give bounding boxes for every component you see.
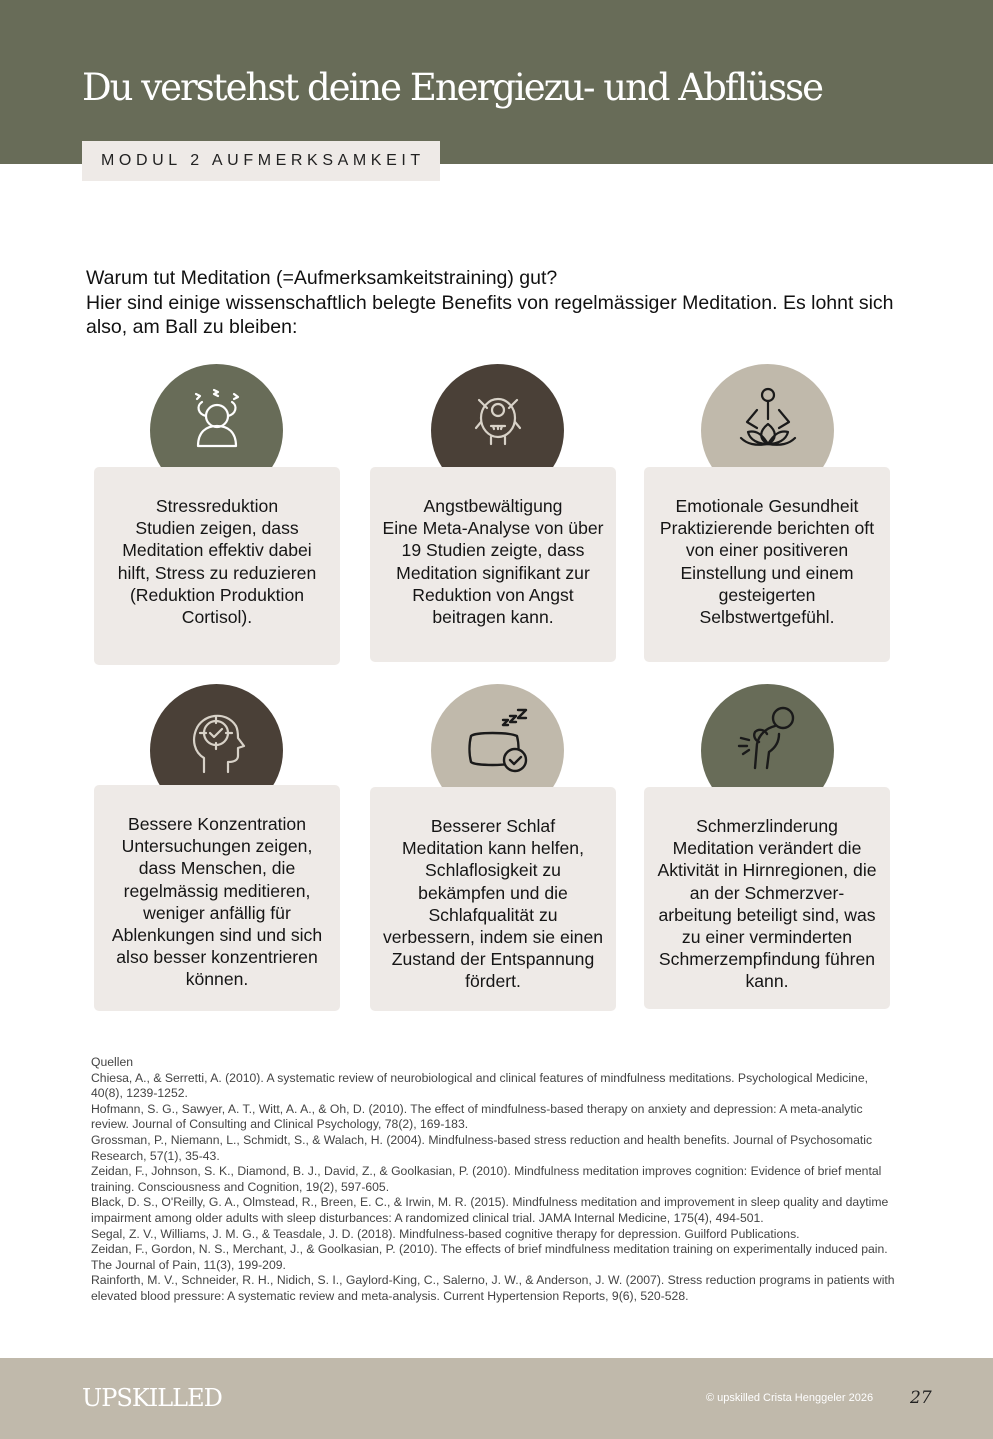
benefit-title: Bessere Konzentration bbox=[128, 814, 306, 834]
back-pain-icon bbox=[735, 706, 801, 772]
benefit-text: Eine Meta-Analyse von über 19 Studien zeigte, dass Meditation signifikant zur Reduktion von Angst beitragen kann. bbox=[382, 518, 604, 628]
benefit-title: Angstbewältigung bbox=[423, 496, 563, 516]
copyright-text: © upskilled Crista Henggeler 2026 bbox=[706, 1392, 874, 1404]
benefit-card-focus bbox=[94, 785, 340, 1011]
sources-section bbox=[91, 1055, 903, 1305]
page-number: 27 bbox=[910, 1388, 932, 1408]
reference-item: Segal, Z. V., Williams, J. M. G., & Teasdale, J. D. (2018). Mindfulness-based cognitive therapy for depression. Guilford Publications. bbox=[91, 1226, 800, 1241]
reference-item: Chiesa, A., & Serretti, A. (2010). A systematic review of neurobiological and clinical features of mindfulness meditations. Psychological Medicine, 40(8), 1239-1252. bbox=[91, 1070, 868, 1101]
page-title: Du verstehst deine Energiezu- und Abflüsse bbox=[82, 66, 823, 109]
stressed-person-icon bbox=[184, 386, 250, 452]
reference-item: Grossman, P., Niemann, L., Schmidt, S., & Walach, H. (2004). Mindfulness-based stress reduction and health benefits. Journal of Psychosomatic Research, 57(1), 35-43. bbox=[91, 1132, 873, 1163]
benefit-text: Meditation kann helfen, Schlaflosigkeit zu bekämpfen und die Schlafqualität zu verbessern, indem sie einen Zustand der Entspannung fördert. bbox=[382, 838, 604, 992]
benefit-card-pain bbox=[644, 787, 890, 1009]
sleep-pillow-icon bbox=[463, 706, 533, 776]
intro-question: Warum tut Meditation (=Aufmerksamkeitstraining) gut? bbox=[86, 267, 558, 289]
benefit-card-anxiety bbox=[370, 467, 616, 662]
module-tag: MODUL 2 AUFMERKSAMKEIT bbox=[82, 141, 440, 181]
reference-item: Black, D. S., O'Reilly, G. A., Olmstead, R., Breen, E. C., & Irwin, M. R. (2015). Mindfulness meditation and improvement in sleep quality and daytime impairment among older adults with sleep disturbances: A randomized clinical trial. JAMA Internal Medicine, 175(4), 494-501. bbox=[91, 1195, 889, 1225]
benefit-text: Studien zeigen, dass Meditation effektiv dabei hilft, Stress zu reduzieren (Reduktion Produktion Cortisol). bbox=[117, 518, 317, 628]
benefit-card-stress bbox=[94, 467, 340, 665]
benefit-title: Emotionale Gesundheit bbox=[675, 496, 859, 516]
intro-text: Hier sind einige wissenschaftlich belegte Benefits von regelmässiger Meditation. Es lohnt sich also, am Ball zu bleiben: bbox=[86, 291, 894, 338]
reference-item: Rainforth, M. V., Schneider, R. H., Nidich, S. I., Gaylord-King, C., Salerno, J. W., & Anderson, J. W. (2007). Stress reduction programs in patients with elevated blood pressure: A systematic review and meta-analysis. Current Hypertension Reports, 9(6), 520-528. bbox=[91, 1273, 895, 1303]
reference-item: Zeidan, F., Johnson, S. K., Diamond, B. J., David, Z., & Goolkasian, P. (2010). Mindfulness meditation improves cognition: Evidence of brief mental training. Consciousness and Cognition, 19(2), 597-605. bbox=[91, 1164, 882, 1194]
brand-logo: UPSKILLED bbox=[82, 1384, 222, 1412]
benefit-text: Untersuchungen zeigen, dass Menschen, die regelmässig meditieren, weniger anfällig für Ablenkungen sind und sich also besser konzentrieren können. bbox=[111, 836, 323, 990]
benefit-card-sleep bbox=[370, 787, 616, 1011]
intro-section bbox=[86, 266, 906, 340]
benefit-text: Meditation verändert die Aktivität in Hirnregionen, die an der Schmerzver-arbeitung beteiligt sind, was zu einer verminderten Schmerzempfindung führen kann. bbox=[657, 838, 877, 992]
reference-item: Hofmann, S. G., Sawyer, A. T., Witt, A. A., & Oh, D. (2010). The effect of mindfulness-based therapy on anxiety and depression: A meta-analytic review. Journal of Consulting and Clinical Psychology, 78(2), 169-183. bbox=[91, 1101, 863, 1132]
anxious-monster-icon bbox=[465, 386, 531, 452]
benefit-text: Praktizierende berichten oft von einer positiveren Einstellung und einem gesteigerten Selbstwertgefühl. bbox=[659, 518, 875, 628]
benefit-title: Besserer Schlaf bbox=[430, 816, 556, 836]
benefit-card-emotion bbox=[644, 467, 890, 662]
sources-label: Quellen bbox=[91, 1055, 134, 1069]
reference-item: Zeidan, F., Gordon, N. S., Merchant, J., & Goolkasian, P. (2010). The effects of brief mindfulness meditation training on experimentally induced pain. The Journal of Pain, 11(3), 199-209. bbox=[91, 1242, 888, 1272]
benefit-title: Schmerzlinderung bbox=[696, 816, 838, 836]
meditating-person-icon bbox=[735, 386, 801, 452]
benefit-title: Stressreduktion bbox=[155, 496, 279, 516]
focused-head-icon bbox=[184, 706, 250, 776]
